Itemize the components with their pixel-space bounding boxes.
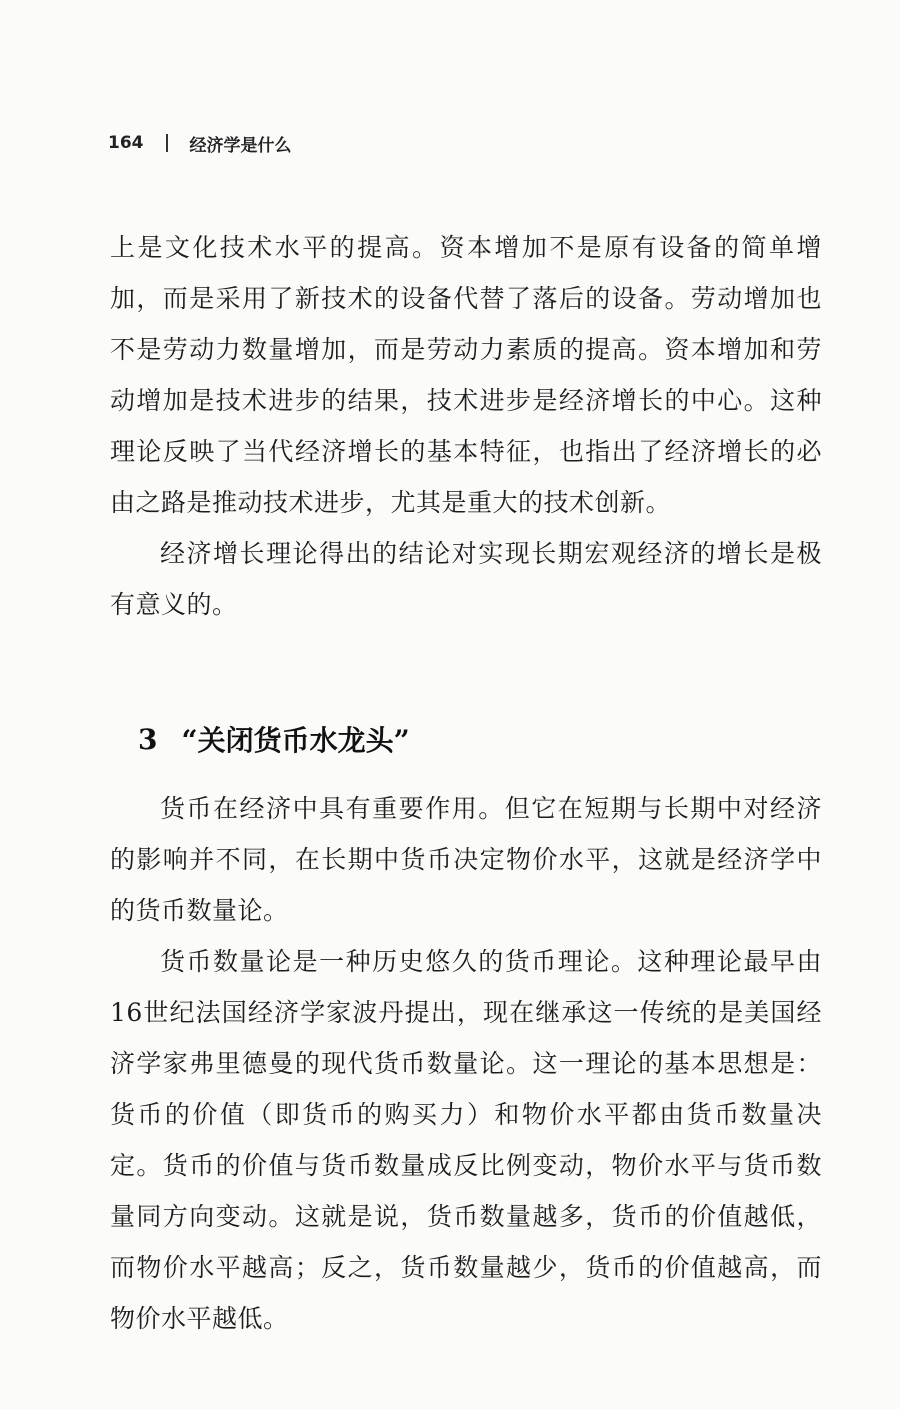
running-header [108, 128, 292, 158]
section-title: “关闭货币水龙头” [181, 724, 410, 757]
paragraph-continued: 上是文化技术水平的提高。资本增加不是原有设备的简单增加，而是采用了新技术的设备代替了落后的设备。劳动增加也不是劳动力数量增加，而是劳动力素质的提高。资本增加和劳动增加是技术进步的结果，技术进步是经济增长的中心。这种理论反映了当代经济增长的基本特征，也指出了经济增长的必由之路是推动技术进步，尤其是重大的技术创新。 [110, 233, 822, 517]
book-title: 经济学是什么 [189, 135, 292, 156]
page-number: 164 [108, 133, 144, 153]
header-divider [166, 134, 168, 152]
paragraph: 经济增长理论得出的结论对实现长期宏观经济的增长是极有意义的。 [110, 539, 822, 619]
section-heading [138, 716, 410, 762]
paragraph: 货币在经济中具有重要作用。但它在短期与长期中对经济的影响并不同，在长期中货币决定物价水平，这就是经济学中的货币数量论。 [110, 794, 822, 925]
section-2-body [110, 783, 822, 1344]
section-1-body [110, 222, 822, 630]
paragraph: 货币数量论是一种历史悠久的货币理论。这种理论最早由16世纪法国经济学家波丹提出，现在继承这一传统的是美国经济学家弗里德曼的现代货币数量论。这一理论的基本思想是：货币的价值（即货币的购买力）和物价水平都由货币数量决定。货币的价值与货币数量成反比例变动，物价水平与货币数量同方向变动。这就是说，货币数量越多，货币的价值越低，而物价水平越高；反之，货币数量越少，货币的价值越高，而物价水平越低。 [110, 947, 822, 1333]
section-number: 3 [138, 722, 158, 756]
